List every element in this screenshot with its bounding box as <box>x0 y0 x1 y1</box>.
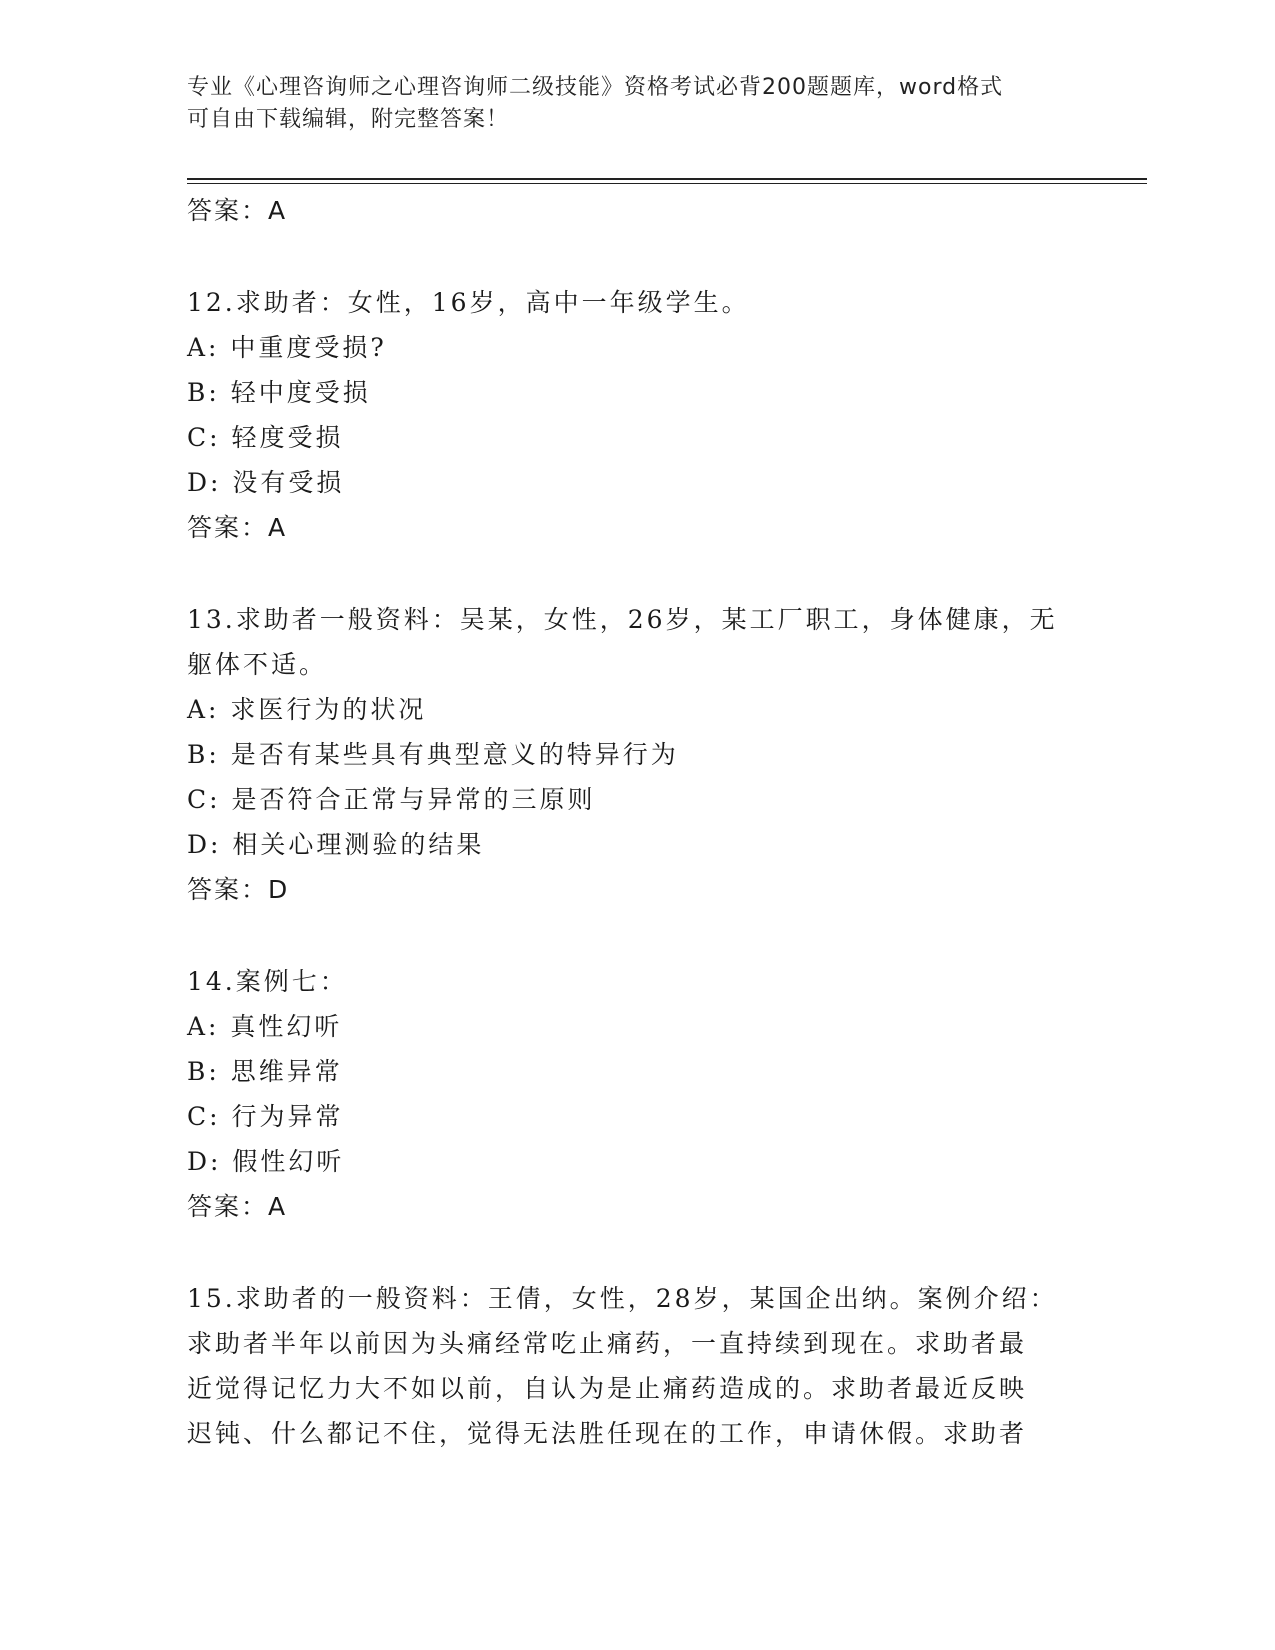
option-d: D: 相关心理测验的结果 <box>187 830 485 859</box>
question-stem-continued: 躯体不适。 <box>187 650 328 679</box>
header-rule-thick <box>187 178 1147 180</box>
option-c: C: 轻度受损 <box>187 423 344 452</box>
option-a: A: 中重度受损? <box>187 333 387 362</box>
option-b: B: 轻中度受损 <box>187 378 371 407</box>
option-c: C: 是否符合正常与异常的三原则 <box>187 785 596 814</box>
document-body <box>187 188 1087 1456</box>
header-line-2: 可自由下载编辑，附完整答案！ <box>187 107 510 132</box>
question-stem-continued: 迟钝、什么都记不住，觉得无法胜任现在的工作，申请休假。求助者 <box>187 1419 1028 1448</box>
question-14 <box>187 959 1087 1229</box>
header-line-1: 专业《心理咨询师之心理咨询师二级技能》资格考试必背200题题库，word格式 <box>187 75 1004 100</box>
header-rule-thin <box>187 183 1147 184</box>
answer-line: 答案：A <box>187 196 288 225</box>
question-stem: 12.求助者：女性，16岁，高中一年级学生。 <box>187 288 750 317</box>
option-d: D: 假性幻听 <box>187 1147 345 1176</box>
answer-line: 答案：A <box>187 513 288 542</box>
question-stem: 15.求助者的一般资料：王倩，女性，28岁，某国企出纳。案例介绍： <box>187 1284 1058 1313</box>
option-b: B: 是否有某些具有典型意义的特异行为 <box>187 740 679 769</box>
document-header <box>187 72 1087 136</box>
option-b: B: 思维异常 <box>187 1057 343 1086</box>
option-a: A: 求医行为的状况 <box>187 695 427 724</box>
question-stem: 13.求助者一般资料：吴某，女性，26岁，某工厂职工，身体健康，无 <box>187 605 1058 634</box>
question-stem-continued: 求助者半年以前因为头痛经常吃止痛药，一直持续到现在。求助者最 <box>187 1329 1028 1358</box>
question-13 <box>187 597 1087 912</box>
option-c: C: 行为异常 <box>187 1102 344 1131</box>
option-a: A: 真性幻听 <box>187 1012 343 1041</box>
question-stem-continued: 近觉得记忆力大不如以前，自认为是止痛药造成的。求助者最近反映 <box>187 1374 1028 1403</box>
question-stem: 14.案例七： <box>187 967 348 996</box>
option-d: D: 没有受损 <box>187 468 345 497</box>
answer-line: 答案：D <box>187 875 290 904</box>
answer-line: 答案：A <box>187 1192 288 1221</box>
question-12 <box>187 280 1087 550</box>
question-15 <box>187 1276 1087 1456</box>
